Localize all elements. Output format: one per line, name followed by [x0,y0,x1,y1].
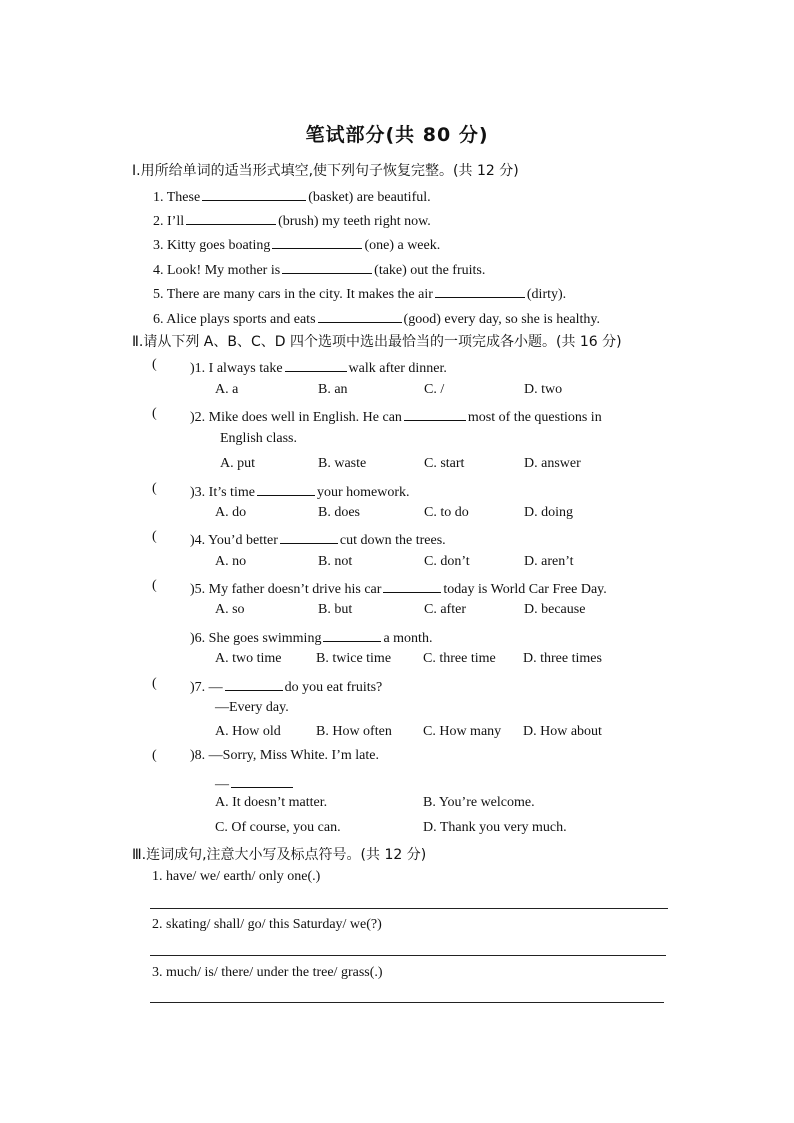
arrange-item-1: 1. have/ we/ earth/ only one(.) [152,869,321,884]
option-a[interactable]: A. two time [215,651,282,666]
question-3: )3. It’s time your homework. [190,481,410,501]
option-d[interactable]: D. answer [524,456,581,471]
answer-blank[interactable] [318,308,402,323]
option-d[interactable]: D. How about [523,724,602,739]
question-2: )2. Mike does well in English. He can most of the questions in [190,406,602,426]
option-d[interactable]: D. doing [524,505,573,520]
option-c[interactable]: C. Of course, you can. [215,820,341,835]
option-c[interactable]: C. three time [423,651,496,666]
answer-line[interactable] [150,1002,664,1003]
answer-blank[interactable] [435,283,525,298]
option-a[interactable]: A. How old [215,724,281,739]
page-title: 笔试部分(共 80 分) [305,124,489,146]
answer-blank [231,773,293,788]
option-d[interactable]: D. three times [523,651,602,666]
option-a[interactable]: A. do [215,505,247,520]
option-a[interactable]: A. a [215,382,239,397]
fill-item-3: 3. Kitty goes boating (one) a week. [153,234,440,254]
option-c[interactable]: C. to do [424,505,469,520]
question-5: )5. My father doesn’t drive his car today is World Car Free Day. [190,578,607,598]
answer-blank [404,406,466,421]
option-d[interactable]: D. Thank you very much. [423,820,567,835]
question-2-continued: English class. [220,431,297,446]
section1-heading: Ⅰ.用所给单词的适当形式填空,使下列句子恢复完整。(共 12 分) [132,163,519,179]
question-8-reply: — [215,773,295,793]
arrange-item-3: 3. much/ is/ there/ under the tree/ grass(.) [152,965,383,980]
option-b[interactable]: B. but [318,602,353,617]
answer-paren-open: ( [152,481,157,496]
question-6: )6. She goes swimming a month. [190,627,432,647]
option-a[interactable]: A. so [215,602,245,617]
answer-line[interactable] [150,908,668,909]
answer-blank [285,357,347,372]
section2-heading: Ⅱ.请从下列 A、B、C、D 四个选项中选出最恰当的一项完成各小题。(共 16 分) [132,334,622,350]
option-b[interactable]: B. How often [316,724,392,739]
option-b[interactable]: B. twice time [316,651,392,666]
answer-paren-open: ( [152,406,157,421]
option-b[interactable]: B. You’re welcome. [423,795,535,810]
answer-blank [323,627,381,642]
option-c[interactable]: C. How many [423,724,502,739]
answer-blank [280,529,338,544]
option-b[interactable]: B. an [318,382,348,397]
answer-blank[interactable] [282,259,372,274]
answer-paren-open: ( [152,529,157,544]
option-d[interactable]: D. two [524,382,563,397]
option-c[interactable]: C. don’t [424,554,470,569]
option-d[interactable]: D. aren’t [524,554,574,569]
option-c[interactable]: C. after [424,602,466,617]
question-7-reply: —Every day. [215,700,289,715]
option-a[interactable]: A. put [220,456,255,471]
fill-item-1: 1. These (basket) are beautiful. [153,186,431,206]
answer-paren-open: ( [152,748,157,763]
answer-blank [383,578,441,593]
answer-paren-open: ( [152,676,157,691]
fill-item-4: 4. Look! My mother is (take) out the fruits. [153,259,485,279]
option-a[interactable]: A. no [215,554,247,569]
option-b[interactable]: B. waste [318,456,367,471]
answer-blank [225,676,283,691]
answer-blank[interactable] [186,210,276,225]
option-b[interactable]: B. not [318,554,353,569]
answer-paren-open: ( [152,578,157,593]
fill-item-6: 6. Alice plays sports and eats (good) every day, so she is healthy. [153,308,600,328]
answer-blank[interactable] [272,234,362,249]
option-a[interactable]: A. It doesn’t matter. [215,795,328,810]
option-c[interactable]: C. / [424,382,445,397]
answer-blank [257,481,315,496]
question-1: )1. I always take walk after dinner. [190,357,447,377]
option-d[interactable]: D. because [524,602,586,617]
answer-paren-open: ( [152,357,157,372]
question-8: )8. —Sorry, Miss White. I’m late. [190,748,379,763]
option-b[interactable]: B. does [318,505,360,520]
answer-line[interactable] [150,955,666,956]
arrange-item-2: 2. skating/ shall/ go/ this Saturday/ we(?) [152,917,382,932]
fill-item-5: 5. There are many cars in the city. It makes the air (dirty). [153,283,566,303]
section3-heading: Ⅲ.连词成句,注意大小写及标点符号。(共 12 分) [132,847,427,863]
option-c[interactable]: C. start [424,456,465,471]
fill-item-2: 2. I’ll (brush) my teeth right now. [153,210,431,230]
question-4: )4. You’d better cut down the trees. [190,529,446,549]
question-7: )7. — do you eat fruits? [190,676,382,696]
answer-blank[interactable] [202,186,306,201]
